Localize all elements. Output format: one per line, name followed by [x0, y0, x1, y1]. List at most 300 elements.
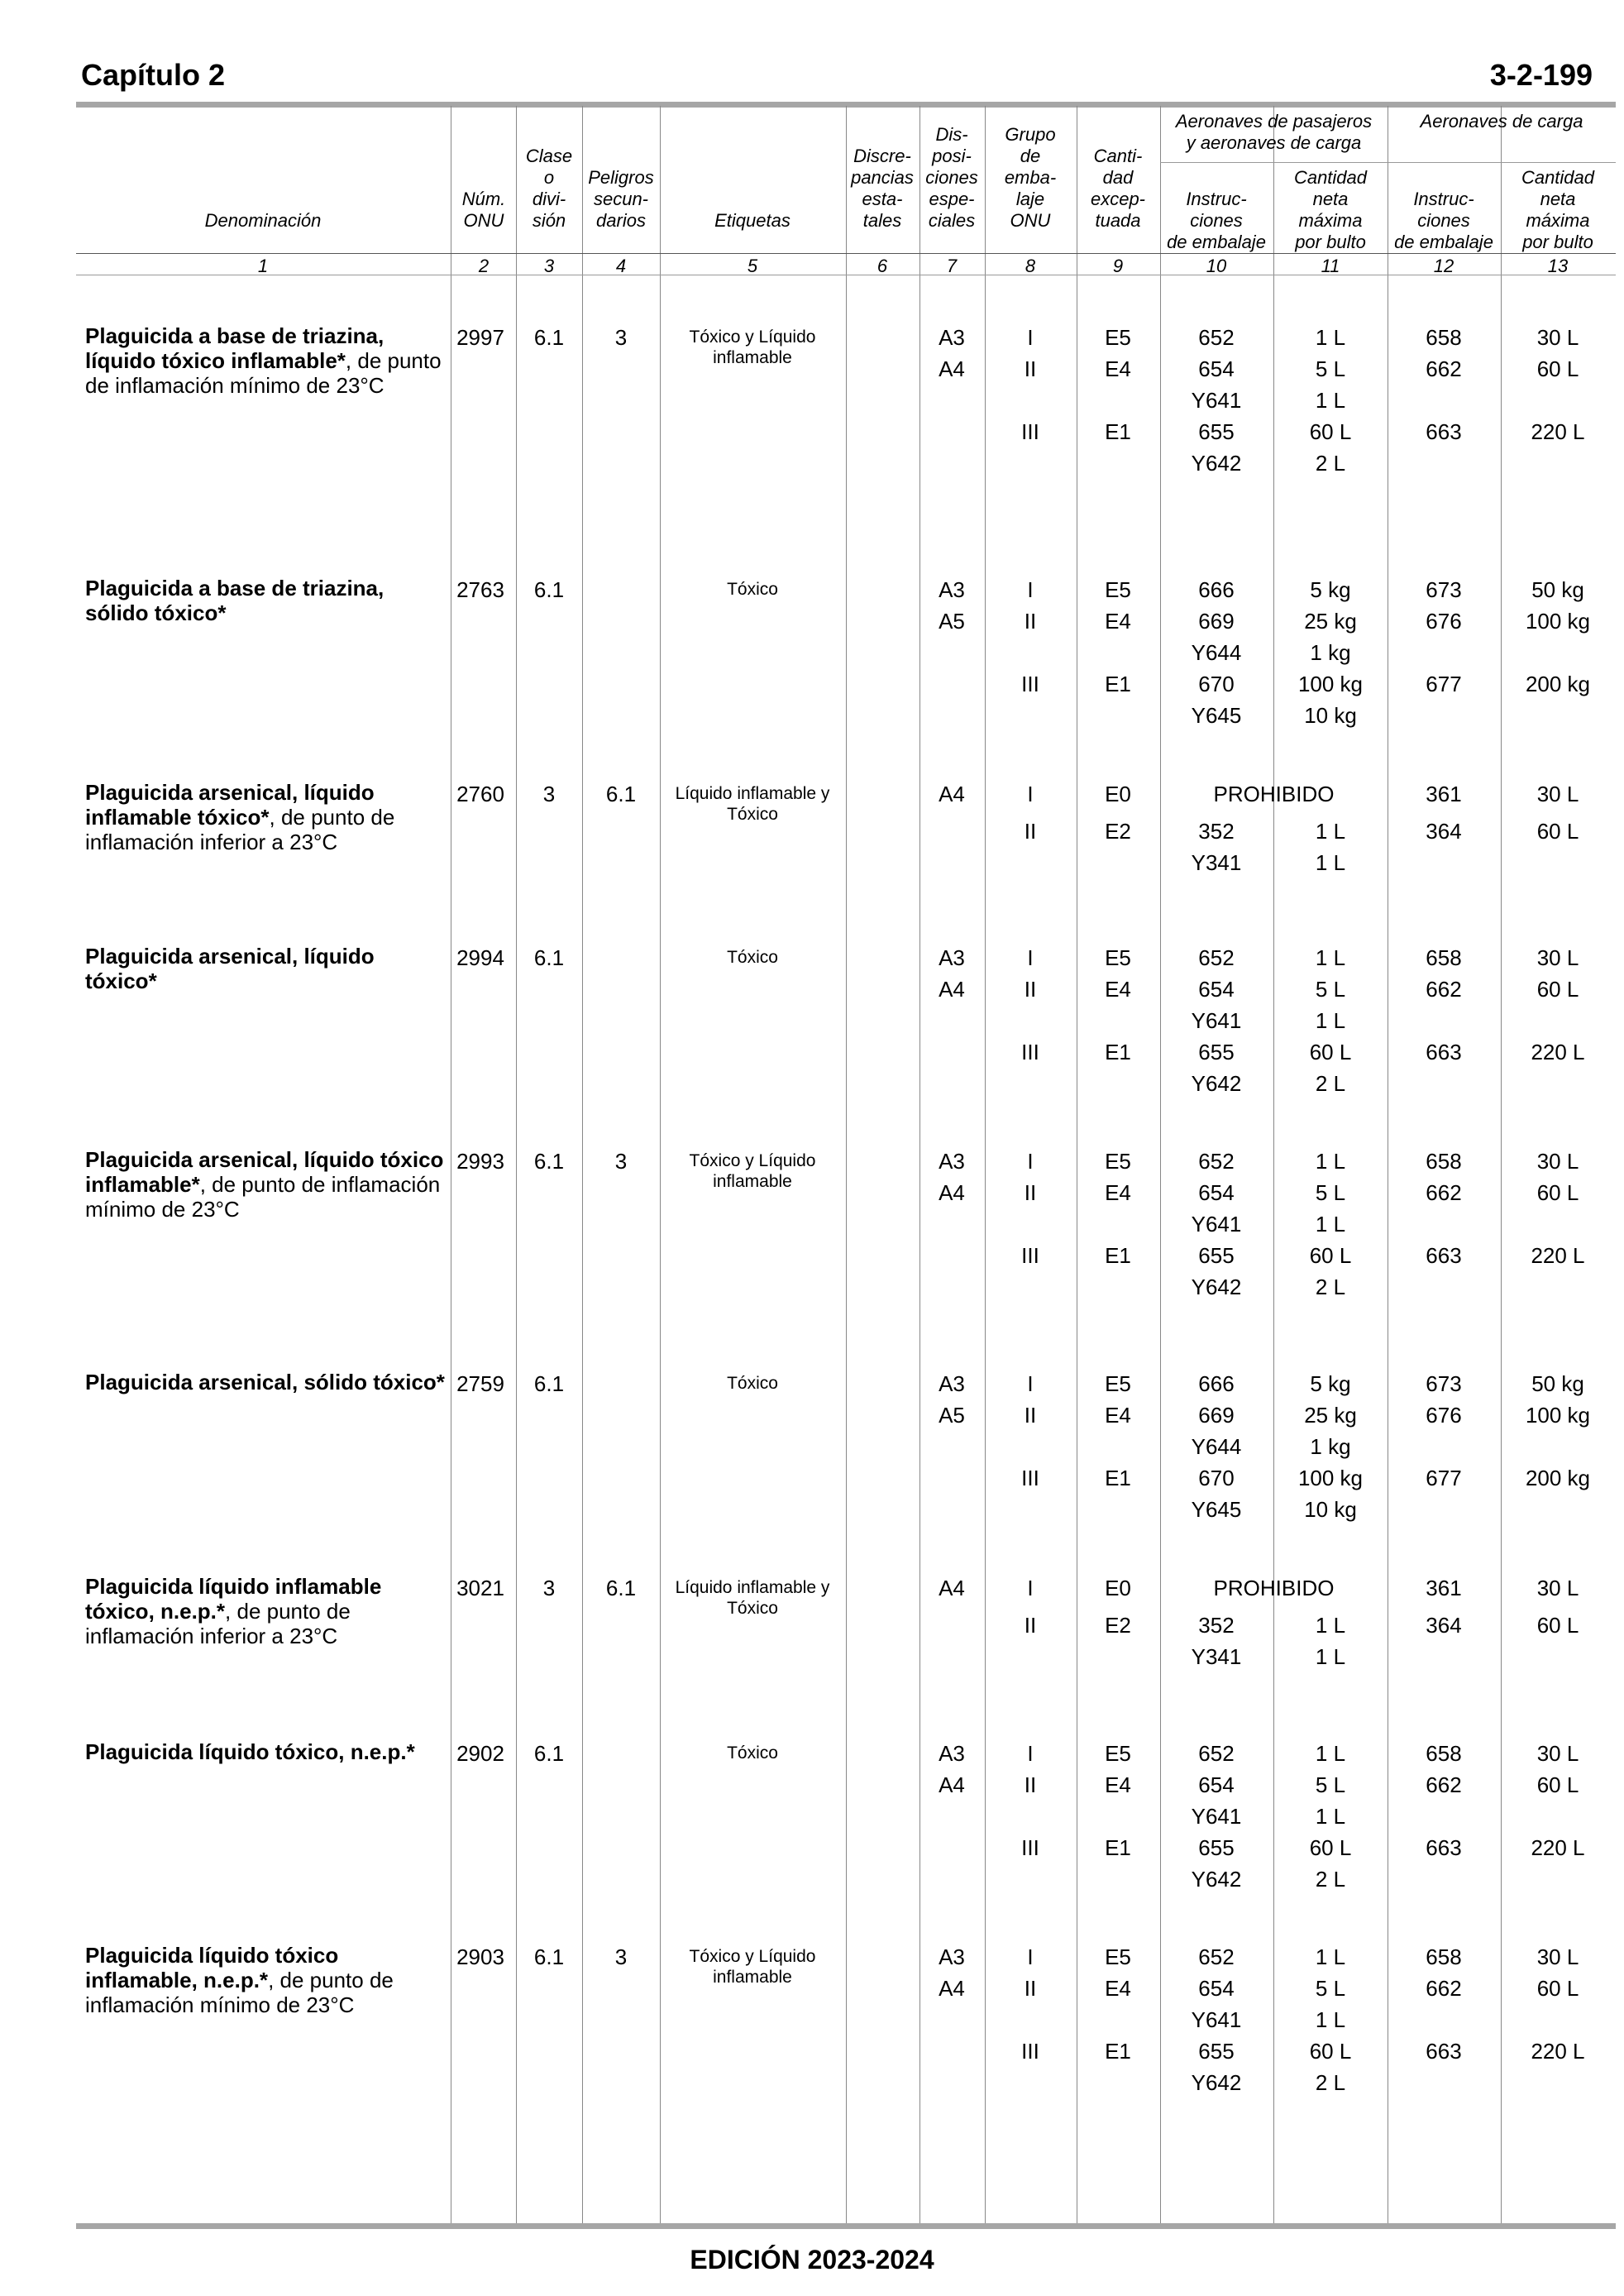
entry-passenger-max-quantity: 10 kg: [1304, 703, 1357, 728]
entry-class: 6.1: [533, 1944, 565, 1969]
entry-packing-group: II: [1024, 1613, 1037, 1638]
header-etiquetas: Etiquetas: [714, 210, 791, 231]
entry-passenger-packing-instruction: Y642: [1191, 1867, 1242, 1892]
entry-passenger-packing-instruction: Y645: [1191, 1497, 1242, 1522]
entry-passenger-packing-instruction: 655: [1198, 1243, 1235, 1268]
entry-name-bold: Plaguicida líquido tóxico inflamable, n.e.p.*: [85, 1943, 339, 1992]
entry-labels: Tóxico y Líquido inflamable: [689, 1151, 816, 1191]
entry-cargo-max-quantity: 30 L: [1536, 945, 1579, 970]
entry-special-provision: A4: [939, 1976, 965, 2001]
entry-cargo-max-quantity: 220 L: [1531, 1040, 1585, 1064]
entry-passenger-max-quantity: 1 L: [1315, 945, 1346, 970]
entry-packing-group: II: [1024, 977, 1037, 1002]
entry-passenger-max-quantity: 1 L: [1315, 1804, 1346, 1829]
header-aeronaves-carga: Aeronaves de carga: [1420, 111, 1583, 132]
entry-special-provision: A4: [939, 1772, 965, 1797]
entry-un-number: 2993: [456, 1149, 504, 1174]
header-cantidad-carga: por bulto: [1522, 232, 1593, 252]
entry-cargo-packing-instruction: 676: [1426, 609, 1462, 634]
header-disposiciones: ciones: [925, 167, 978, 188]
entry-denominacion: [85, 944, 449, 993]
edition-footer: EDICIÓN 2023-2024: [690, 2245, 934, 2274]
column-divider: [1273, 106, 1274, 2229]
header-disposiciones: Dis-: [935, 124, 968, 145]
entry-passenger-max-quantity: 1 L: [1315, 1944, 1346, 1969]
entry-special-provision: A3: [939, 945, 965, 970]
entry-packing-group: II: [1024, 356, 1037, 381]
column-number: 4: [615, 256, 627, 276]
entry-cargo-max-quantity: 220 L: [1531, 2039, 1585, 2064]
entry-passenger-packing-instruction: Y341: [1191, 1644, 1242, 1669]
entry-excepted-quantity: E1: [1105, 419, 1131, 444]
entry-cargo-max-quantity: 30 L: [1536, 1576, 1579, 1600]
entry-excepted-quantity: E5: [1105, 1149, 1131, 1174]
entry-packing-group: I: [1027, 1944, 1034, 1969]
entry-name-rest: , de punto de inflamación mínimo de 23°C: [85, 1968, 394, 2017]
column-number: 2: [478, 256, 490, 276]
entry-passenger-max-quantity: 1 kg: [1310, 1434, 1351, 1459]
entry-cargo-packing-instruction: 677: [1426, 1466, 1462, 1490]
entry-name-bold: Plaguicida arsenical, líquido tóxico*: [85, 944, 375, 993]
entry-packing-group: III: [1021, 1835, 1039, 1860]
bottom-rule: [76, 2223, 1616, 2229]
entry-name-bold: Plaguicida arsenical, sólido tóxico*: [85, 1370, 445, 1394]
entry-passenger-max-quantity: 2 L: [1315, 1867, 1346, 1892]
entry-cargo-max-quantity: 220 L: [1531, 1835, 1585, 1860]
entry-packing-group: I: [1027, 1741, 1034, 1766]
entry-labels: Tóxico y Líquido inflamable: [689, 328, 816, 367]
entry-passenger-packing-instruction: 655: [1198, 419, 1235, 444]
entry-cargo-max-quantity: 60 L: [1536, 1772, 1579, 1797]
entry-denominacion: [85, 323, 449, 398]
entry-excepted-quantity: E0: [1105, 782, 1131, 806]
entry-subsidiary-hazard: 6.1: [605, 782, 637, 806]
entry-packing-group: II: [1024, 1180, 1037, 1205]
entry-packing-group: II: [1024, 609, 1037, 634]
header-discrepancias: esta-: [862, 189, 903, 209]
entry-passenger-packing-instruction: 654: [1198, 356, 1235, 381]
entry-un-number: 3021: [456, 1576, 504, 1600]
entry-packing-group: I: [1027, 945, 1034, 970]
entry-passenger-max-quantity: 1 kg: [1310, 640, 1351, 665]
column-number: 6: [876, 256, 888, 276]
header-disposiciones: espe-: [929, 189, 975, 209]
entry-packing-group: I: [1027, 577, 1034, 602]
entry-excepted-quantity: E4: [1105, 1976, 1131, 2001]
entry-cargo-packing-instruction: 663: [1426, 2039, 1462, 2064]
entry-cargo-packing-instruction: 361: [1426, 782, 1462, 806]
header-peligros: darios: [596, 210, 646, 231]
entry-labels: Tóxico: [727, 580, 778, 599]
entry-cargo-packing-instruction: 658: [1426, 945, 1462, 970]
entry-un-number: 2994: [456, 945, 504, 970]
column-number: 11: [1321, 256, 1340, 276]
entry-packing-group: III: [1021, 1466, 1039, 1490]
entry-passenger-max-quantity: 1 L: [1315, 1149, 1346, 1174]
aircraft-group-line: [1160, 162, 1616, 163]
entry-class: 3: [542, 1576, 556, 1600]
entry-excepted-quantity: E1: [1105, 1040, 1131, 1064]
entry-cargo-max-quantity: 220 L: [1531, 1243, 1585, 1268]
entry-packing-group: III: [1021, 2039, 1039, 2064]
header-bottom-line: [76, 253, 1616, 254]
header-disposiciones: posi-: [932, 146, 972, 166]
entry-passenger-max-quantity: 1 L: [1315, 325, 1346, 350]
entry-forbidden: PROHIBIDO: [1213, 1576, 1335, 1600]
entry-excepted-quantity: E1: [1105, 2039, 1131, 2064]
column-number: 12: [1433, 256, 1454, 276]
header-num-onu: Núm.: [461, 189, 506, 209]
entry-passenger-packing-instruction: 654: [1198, 977, 1235, 1002]
entry-passenger-max-quantity: 5 L: [1315, 1772, 1346, 1797]
entry-cargo-packing-instruction: 676: [1426, 1403, 1462, 1428]
entry-labels: Líquido inflamable y Tóxico: [675, 1578, 830, 1618]
entry-special-provision: A3: [939, 1371, 965, 1396]
entry-packing-group: I: [1027, 325, 1034, 350]
entry-denominacion: [85, 1574, 449, 1648]
entry-packing-group: III: [1021, 1243, 1039, 1268]
entry-denominacion: [85, 1943, 449, 2017]
entry-passenger-max-quantity: 1 L: [1315, 1644, 1346, 1669]
column-number: 7: [946, 256, 958, 276]
entry-cargo-packing-instruction: 364: [1426, 1613, 1462, 1638]
entry-excepted-quantity: E5: [1105, 1944, 1131, 1969]
entry-cargo-max-quantity: 30 L: [1536, 1149, 1579, 1174]
entry-passenger-max-quantity: 2 L: [1315, 2070, 1346, 2095]
entry-name-bold: Plaguicida a base de triazina, sólido tóxico*: [85, 576, 385, 625]
entry-excepted-quantity: E5: [1105, 1741, 1131, 1766]
entry-cargo-max-quantity: 30 L: [1536, 782, 1579, 806]
entry-excepted-quantity: E4: [1105, 1403, 1131, 1428]
entry-cargo-max-quantity: 50 kg: [1531, 577, 1584, 602]
header-discrepancias: tales: [862, 210, 902, 231]
header-discrepancias: Discre-: [853, 146, 911, 166]
entry-passenger-packing-instruction: Y642: [1191, 2070, 1242, 2095]
entry-passenger-max-quantity: 5 kg: [1310, 1371, 1351, 1396]
entry-special-provision: A5: [939, 609, 965, 634]
entry-excepted-quantity: E0: [1105, 1576, 1131, 1600]
header-aeronaves-pasajeros: y aeronaves de carga: [1186, 132, 1362, 153]
header-clase: o: [543, 167, 555, 188]
entry-passenger-max-quantity: 1 L: [1315, 1008, 1346, 1033]
entry-passenger-max-quantity: 100 kg: [1297, 1466, 1364, 1490]
entry-excepted-quantity: E5: [1105, 945, 1131, 970]
entry-passenger-max-quantity: 1 L: [1315, 850, 1346, 875]
entry-un-number: 2759: [456, 1371, 504, 1396]
header-discrepancias: pancias: [851, 167, 914, 188]
entry-excepted-quantity: E1: [1105, 1466, 1131, 1490]
entry-un-number: 2763: [456, 577, 504, 602]
header-num-onu: ONU: [463, 210, 504, 231]
entry-cargo-max-quantity: 50 kg: [1531, 1371, 1584, 1396]
entry-packing-group: II: [1024, 819, 1037, 844]
entry-excepted-quantity: E1: [1105, 1243, 1131, 1268]
entry-cargo-max-quantity: 200 kg: [1525, 672, 1591, 696]
entry-cargo-packing-instruction: 663: [1426, 1243, 1462, 1268]
entry-passenger-packing-instruction: Y642: [1191, 451, 1242, 476]
entry-excepted-quantity: E4: [1105, 1180, 1131, 1205]
entry-passenger-packing-instruction: 670: [1198, 672, 1235, 696]
entry-passenger-packing-instruction: Y644: [1191, 640, 1242, 665]
entry-special-provision: A4: [939, 356, 965, 381]
entry-cargo-packing-instruction: 662: [1426, 1180, 1462, 1205]
entry-passenger-packing-instruction: Y341: [1191, 850, 1242, 875]
header-clase: Clase: [525, 146, 573, 166]
header-cantidad-exceptuada: tuada: [1095, 210, 1141, 231]
entry-subsidiary-hazard: 3: [614, 1149, 628, 1174]
header-cantidad-pasajeros: Cantidad: [1293, 167, 1368, 188]
entry-passenger-packing-instruction: Y641: [1191, 388, 1242, 413]
entry-name-rest: , de punto de inflamación mínimo de 23°C: [85, 348, 442, 398]
entry-packing-group: I: [1027, 1149, 1034, 1174]
entry-packing-group: II: [1024, 1403, 1037, 1428]
entry-cargo-max-quantity: 220 L: [1531, 419, 1585, 444]
entry-special-provision: A3: [939, 325, 965, 350]
entry-un-number: 2997: [456, 325, 504, 350]
entry-passenger-packing-instruction: 652: [1198, 1741, 1235, 1766]
header-denominacion: Denominación: [204, 210, 322, 231]
entry-passenger-packing-instruction: Y642: [1191, 1275, 1242, 1299]
entry-passenger-packing-instruction: 652: [1198, 1149, 1235, 1174]
entry-passenger-packing-instruction: 670: [1198, 1466, 1235, 1490]
entry-passenger-max-quantity: 60 L: [1309, 2039, 1352, 2064]
entry-name-bold: Plaguicida arsenical, líquido inflamable tóxico*: [85, 780, 375, 830]
entry-excepted-quantity: E1: [1105, 672, 1131, 696]
header-peligros: Peligros: [588, 167, 654, 188]
entry-cargo-max-quantity: 100 kg: [1525, 1403, 1591, 1428]
entry-passenger-packing-instruction: Y645: [1191, 703, 1242, 728]
entry-cargo-packing-instruction: 364: [1426, 819, 1462, 844]
entry-class: 3: [542, 782, 556, 806]
entry-passenger-max-quantity: 25 kg: [1304, 1403, 1357, 1428]
entry-cargo-max-quantity: 60 L: [1536, 1613, 1579, 1638]
header-cantidad-exceptuada: dad: [1102, 167, 1134, 188]
entry-class: 6.1: [533, 1741, 565, 1766]
entry-passenger-packing-instruction: 654: [1198, 1180, 1235, 1205]
header-instrucciones-carga: ciones: [1417, 210, 1470, 231]
entry-class: 6.1: [533, 577, 565, 602]
entry-passenger-max-quantity: 60 L: [1309, 419, 1352, 444]
entry-cargo-max-quantity: 30 L: [1536, 325, 1579, 350]
entry-cargo-packing-instruction: 658: [1426, 1149, 1462, 1174]
column-divider: [1501, 106, 1502, 2229]
entry-passenger-max-quantity: 2 L: [1315, 1071, 1346, 1096]
entry-cargo-max-quantity: 60 L: [1536, 356, 1579, 381]
entry-subsidiary-hazard: 3: [614, 1944, 628, 1969]
entry-name-rest: , de punto de inflamación mínimo de 23°C: [85, 1172, 441, 1222]
header-instrucciones-carga: de embalaje: [1394, 232, 1493, 252]
entry-passenger-max-quantity: 2 L: [1315, 1275, 1346, 1299]
entry-packing-group: I: [1027, 1371, 1034, 1396]
entry-cargo-max-quantity: 200 kg: [1525, 1466, 1591, 1490]
entry-cargo-packing-instruction: 673: [1426, 1371, 1462, 1396]
column-divider: [985, 106, 986, 2229]
entry-packing-group: II: [1024, 1976, 1037, 2001]
entry-name-bold: Plaguicida líquido inflamable tóxico, n.e.p.*: [85, 1574, 382, 1624]
entry-cargo-packing-instruction: 658: [1426, 325, 1462, 350]
entry-passenger-max-quantity: 5 L: [1315, 1976, 1346, 2001]
entry-special-provision: A3: [939, 577, 965, 602]
entry-passenger-max-quantity: 5 L: [1315, 1180, 1346, 1205]
entry-excepted-quantity: E2: [1105, 1613, 1131, 1638]
entry-passenger-max-quantity: 10 kg: [1304, 1497, 1357, 1522]
entry-passenger-max-quantity: 1 L: [1315, 1613, 1346, 1638]
entry-cargo-max-quantity: 60 L: [1536, 977, 1579, 1002]
entry-passenger-packing-instruction: 669: [1198, 609, 1235, 634]
header-cantidad-exceptuada: excep-: [1090, 189, 1146, 209]
header-instrucciones-pasajeros: Instruc-: [1186, 189, 1247, 209]
entry-denominacion: [85, 576, 449, 625]
entry-passenger-max-quantity: 60 L: [1309, 1835, 1352, 1860]
header-grupo-embalaje: de: [1020, 146, 1041, 166]
column-number: 5: [747, 256, 758, 276]
entry-passenger-packing-instruction: Y642: [1191, 1071, 1242, 1096]
header-peligros: secun-: [593, 189, 649, 209]
header-grupo-embalaje: laje: [1015, 189, 1045, 209]
entry-passenger-packing-instruction: Y641: [1191, 2007, 1242, 2032]
entry-passenger-max-quantity: 100 kg: [1297, 672, 1364, 696]
entry-packing-group: III: [1021, 419, 1039, 444]
entry-subsidiary-hazard: 6.1: [605, 1576, 637, 1600]
entry-cargo-packing-instruction: 662: [1426, 356, 1462, 381]
entry-packing-group: I: [1027, 1576, 1034, 1600]
entry-cargo-packing-instruction: 677: [1426, 672, 1462, 696]
column-number: 8: [1025, 256, 1036, 276]
entry-passenger-max-quantity: 1 L: [1315, 2007, 1346, 2032]
entry-packing-group: III: [1021, 672, 1039, 696]
entry-passenger-packing-instruction: 654: [1198, 1976, 1235, 2001]
entry-passenger-max-quantity: 25 kg: [1304, 609, 1357, 634]
entry-labels: Tóxico y Líquido inflamable: [689, 1947, 816, 1987]
header-disposiciones: ciales: [928, 210, 976, 231]
entry-excepted-quantity: E5: [1105, 1371, 1131, 1396]
entry-subsidiary-hazard: 3: [614, 325, 628, 350]
entry-cargo-max-quantity: 60 L: [1536, 1180, 1579, 1205]
entry-passenger-max-quantity: 5 L: [1315, 356, 1346, 381]
header-cantidad-carga: neta: [1540, 189, 1576, 209]
entry-class: 6.1: [533, 1371, 565, 1396]
column-number: 3: [543, 256, 555, 276]
entry-passenger-packing-instruction: 655: [1198, 1040, 1235, 1064]
entry-excepted-quantity: E4: [1105, 1772, 1131, 1797]
entry-denominacion: [85, 1147, 449, 1222]
header-aeronaves-pasajeros: Aeronaves de pasajeros: [1175, 111, 1373, 132]
entry-forbidden: PROHIBIDO: [1213, 782, 1335, 806]
entry-special-provision: A5: [939, 1403, 965, 1428]
entry-class: 6.1: [533, 1149, 565, 1174]
entry-cargo-packing-instruction: 663: [1426, 419, 1462, 444]
entry-passenger-packing-instruction: 652: [1198, 1944, 1235, 1969]
entry-un-number: 2903: [456, 1944, 504, 1969]
entry-excepted-quantity: E4: [1105, 609, 1131, 634]
entry-class: 6.1: [533, 325, 565, 350]
entry-cargo-max-quantity: 100 kg: [1525, 609, 1591, 634]
entry-passenger-packing-instruction: 655: [1198, 2039, 1235, 2064]
entry-special-provision: A3: [939, 1741, 965, 1766]
header-cantidad-carga: Cantidad: [1521, 167, 1595, 188]
entry-special-provision: A4: [939, 977, 965, 1002]
entry-passenger-max-quantity: 1 L: [1315, 1741, 1346, 1766]
entry-passenger-packing-instruction: Y641: [1191, 1008, 1242, 1033]
entry-name-bold: Plaguicida arsenical, líquido tóxico inflamable*: [85, 1147, 444, 1197]
entry-cargo-packing-instruction: 663: [1426, 1835, 1462, 1860]
entry-packing-group: III: [1021, 1040, 1039, 1064]
entry-special-provision: A4: [939, 1180, 965, 1205]
column-divider: [1160, 106, 1161, 2229]
entry-excepted-quantity: E4: [1105, 356, 1131, 381]
entry-passenger-packing-instruction: Y641: [1191, 1212, 1242, 1236]
entry-special-provision: A4: [939, 782, 965, 806]
entry-excepted-quantity: E5: [1105, 325, 1131, 350]
entry-passenger-max-quantity: 2 L: [1315, 451, 1346, 476]
entry-packing-group: II: [1024, 1772, 1037, 1797]
column-number: 1: [257, 256, 269, 276]
header-cantidad-pasajeros: neta: [1312, 189, 1349, 209]
entry-packing-group: I: [1027, 782, 1034, 806]
header-cantidad-carga: máxima: [1526, 210, 1590, 231]
entry-name-bold: Plaguicida a base de triazina, líquido tóxico inflamable*: [85, 323, 385, 373]
entry-name-rest: , de punto de inflamación inferior a 23°C: [85, 805, 395, 854]
chapter-title: Capítulo 2: [81, 58, 226, 92]
entry-passenger-packing-instruction: 666: [1198, 577, 1235, 602]
entry-passenger-packing-instruction: 652: [1198, 325, 1235, 350]
entry-un-number: 2760: [456, 782, 504, 806]
entry-passenger-packing-instruction: Y641: [1191, 1804, 1242, 1829]
entry-cargo-max-quantity: 60 L: [1536, 1976, 1579, 2001]
column-divider: [846, 106, 847, 2229]
entry-passenger-max-quantity: 5 kg: [1310, 577, 1351, 602]
entry-special-provision: A3: [939, 1149, 965, 1174]
header-clase: divi-: [532, 189, 566, 209]
entry-excepted-quantity: E5: [1105, 577, 1131, 602]
header-cantidad-pasajeros: máxima: [1298, 210, 1363, 231]
entry-passenger-packing-instruction: 654: [1198, 1772, 1235, 1797]
entry-cargo-packing-instruction: 662: [1426, 977, 1462, 1002]
entry-passenger-packing-instruction: Y644: [1191, 1434, 1242, 1459]
entry-cargo-packing-instruction: 662: [1426, 1772, 1462, 1797]
entry-excepted-quantity: E4: [1105, 977, 1131, 1002]
entry-excepted-quantity: E2: [1105, 819, 1131, 844]
header-grupo-embalaje: emba-: [1004, 167, 1057, 188]
entry-cargo-packing-instruction: 673: [1426, 577, 1462, 602]
entry-cargo-packing-instruction: 658: [1426, 1944, 1462, 1969]
page-number: 3-2-199: [1489, 58, 1593, 92]
header-clase: sión: [532, 210, 566, 231]
entry-name-rest: , de punto de inflamación inferior a 23°C: [85, 1599, 351, 1648]
entry-denominacion: [85, 780, 449, 854]
header-instrucciones-carga: Instruc-: [1413, 189, 1474, 209]
entry-passenger-max-quantity: 60 L: [1309, 1040, 1352, 1064]
entry-passenger-packing-instruction: 352: [1198, 819, 1235, 844]
entry-passenger-packing-instruction: 666: [1198, 1371, 1235, 1396]
entry-passenger-max-quantity: 60 L: [1309, 1243, 1352, 1268]
entry-passenger-packing-instruction: 669: [1198, 1403, 1235, 1428]
entry-cargo-max-quantity: 30 L: [1536, 1741, 1579, 1766]
header-cantidad-pasajeros: por bulto: [1295, 232, 1366, 252]
entry-passenger-max-quantity: 1 L: [1315, 388, 1346, 413]
header-grupo-embalaje: Grupo: [1005, 124, 1056, 145]
entry-cargo-packing-instruction: 662: [1426, 1976, 1462, 2001]
entry-special-provision: A4: [939, 1576, 965, 1600]
entry-passenger-packing-instruction: 655: [1198, 1835, 1235, 1860]
entry-denominacion: [85, 1739, 449, 1764]
entry-passenger-packing-instruction: 652: [1198, 945, 1235, 970]
entry-labels: Tóxico: [727, 948, 778, 967]
header-instrucciones-pasajeros: de embalaje: [1167, 232, 1266, 252]
entry-passenger-max-quantity: 1 L: [1315, 819, 1346, 844]
entry-labels: Líquido inflamable y Tóxico: [675, 784, 830, 824]
entry-cargo-max-quantity: 30 L: [1536, 1944, 1579, 1969]
